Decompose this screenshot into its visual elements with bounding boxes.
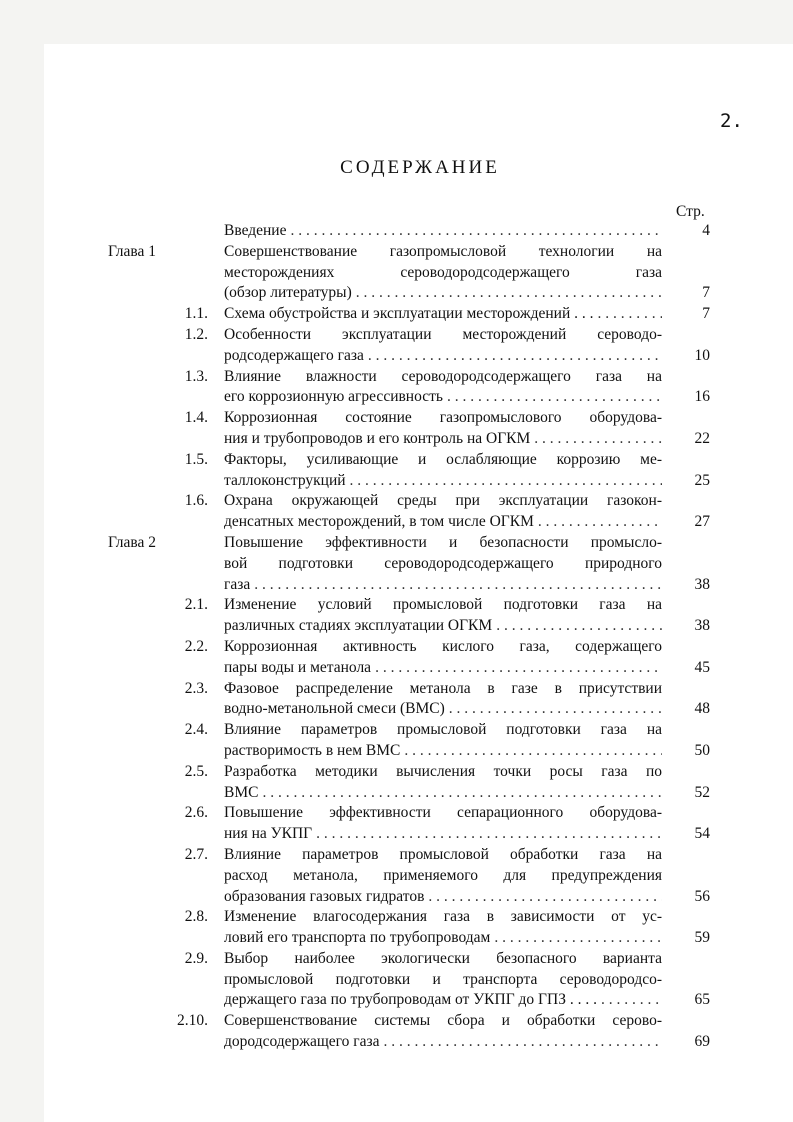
toc-section-number: 2.4. bbox=[184, 721, 208, 739]
dot-leader bbox=[598, 304, 663, 325]
dot-leader bbox=[350, 471, 662, 492]
toc-section-number: 2.6. bbox=[184, 804, 208, 822]
toc-entry bbox=[0, 803, 793, 845]
toc-entry-text bbox=[224, 491, 662, 533]
toc-entry bbox=[0, 762, 793, 804]
toc-line: Повышение эффективности и безопасности промысло- bbox=[224, 533, 662, 551]
toc-entry-text bbox=[224, 845, 662, 907]
toc-page-number: 48 bbox=[694, 700, 710, 718]
toc-entry-text bbox=[224, 595, 662, 637]
toc-line: Коррозионная активность кислого газа, содержащего bbox=[224, 637, 662, 655]
table-of-contents bbox=[0, 221, 793, 1053]
toc-entry bbox=[0, 1011, 793, 1053]
toc-section-number: 2.1. bbox=[184, 596, 208, 614]
toc-line: пары воды и метанола bbox=[224, 658, 372, 676]
toc-line: Повышение эффективности сепарационного оборудова- bbox=[224, 804, 662, 822]
toc-page-number: 7 bbox=[702, 284, 710, 302]
dot-leader bbox=[290, 221, 662, 242]
toc-entry bbox=[0, 304, 793, 325]
toc-line: Выбор наиболее экологически безопасного варианта bbox=[224, 949, 662, 967]
toc-section-number: 1.5. bbox=[184, 450, 208, 468]
toc-page-number: 25 bbox=[694, 471, 710, 489]
toc-page-number: 10 bbox=[694, 346, 710, 364]
toc-page-number: 56 bbox=[694, 887, 710, 905]
toc-page-number: 54 bbox=[694, 825, 710, 843]
page-number: 2. bbox=[720, 110, 743, 132]
toc-entry bbox=[0, 679, 793, 721]
page-column-header: Стр. bbox=[676, 203, 705, 220]
toc-entry-text bbox=[224, 367, 662, 409]
toc-entry-text bbox=[224, 533, 662, 595]
toc-section-number: 2.10. bbox=[177, 1012, 208, 1030]
dot-leader bbox=[356, 283, 662, 304]
toc-entry-text bbox=[224, 221, 662, 242]
dot-leader bbox=[449, 699, 662, 720]
toc-entry bbox=[0, 533, 793, 595]
toc-entry-text bbox=[224, 1011, 662, 1053]
toc-entry bbox=[0, 720, 793, 762]
toc-page-number: 4 bbox=[702, 222, 710, 239]
toc-entry bbox=[0, 637, 793, 679]
toc-page-number: 7 bbox=[702, 305, 710, 323]
toc-entry bbox=[0, 491, 793, 533]
toc-line: месторождениях сероводородсодержащего газа bbox=[224, 263, 662, 281]
dot-leader bbox=[368, 346, 662, 367]
toc-section-number: 1.2. bbox=[184, 325, 208, 343]
toc-entry bbox=[0, 325, 793, 367]
toc-line: водно-метанольной смеси (ВМС) bbox=[224, 700, 445, 718]
toc-line: Влияние влажности сероводородсодержащего газа на bbox=[224, 367, 662, 385]
toc-line: различных стадиях эксплуатации ОГКМ bbox=[224, 617, 493, 635]
toc-page-number: 65 bbox=[694, 991, 710, 1009]
toc-line: ния на УКПГ bbox=[224, 825, 313, 843]
toc-line: ния и трубопроводов и его контроль на ОГКМ bbox=[224, 429, 531, 447]
toc-chapter-label: Глава 1 bbox=[108, 242, 157, 260]
toc-page-number: 27 bbox=[694, 513, 710, 531]
toc-entry bbox=[0, 242, 793, 304]
toc-entry bbox=[0, 450, 793, 492]
toc-line: Коррозионная состояние газопромыслового оборудова- bbox=[224, 409, 662, 427]
toc-section-number: 2.9. bbox=[184, 949, 208, 967]
toc-line: дородсодержащего газа bbox=[224, 1033, 380, 1051]
toc-section-number: 2.8. bbox=[184, 908, 208, 926]
toc-entry-text bbox=[224, 408, 662, 450]
toc-entry bbox=[0, 907, 793, 949]
toc-line: Охрана окружающей среды при эксплуатации газокон- bbox=[224, 492, 662, 510]
toc-page-number: 38 bbox=[694, 575, 710, 593]
toc-line: Особенности эксплуатации месторождений сероводо- bbox=[224, 325, 662, 343]
toc-line: держащего газа по трубопроводам от УКПГ до ГПЗ . . . . bbox=[224, 991, 597, 1009]
toc-section-number: 1.6. bbox=[184, 492, 208, 510]
toc-entry-text bbox=[224, 907, 662, 949]
dot-leader bbox=[428, 887, 662, 908]
page-title: СОДЕРЖАНИЕ bbox=[340, 157, 500, 178]
dot-leader bbox=[375, 658, 662, 679]
toc-page-number: 22 bbox=[694, 429, 710, 447]
toc-section-number: 1.1. bbox=[184, 305, 208, 323]
toc-page-number: 50 bbox=[694, 741, 710, 759]
toc-line: Разработка методики вычисления точки росы газа по bbox=[224, 762, 662, 780]
toc-line: родсодержащего газа bbox=[224, 346, 364, 364]
dot-leader bbox=[496, 616, 662, 637]
dot-leader bbox=[316, 824, 662, 845]
toc-line: Введение bbox=[224, 222, 287, 239]
toc-entry-text bbox=[224, 803, 662, 845]
toc-entry-text bbox=[224, 242, 662, 304]
toc-entry bbox=[0, 949, 793, 1011]
toc-line: промысловой подготовки и транспорта сероводородсо- bbox=[224, 970, 662, 988]
toc-section-number: 2.7. bbox=[184, 845, 208, 863]
toc-entry-text bbox=[224, 304, 662, 325]
toc-line: Фазовое распределение метанола в газе в присутствии bbox=[224, 679, 662, 697]
toc-entry-text bbox=[224, 325, 662, 367]
toc-line: таллоконструкций bbox=[224, 471, 346, 489]
toc-line: его коррозионную агрессивность bbox=[224, 388, 443, 406]
dot-leader bbox=[404, 741, 662, 762]
toc-line: образования газовых гидратов bbox=[224, 887, 425, 905]
toc-line: вой подготовки сероводородсодержащего природного bbox=[224, 554, 662, 572]
toc-entry bbox=[0, 221, 793, 242]
toc-page-number: 52 bbox=[694, 783, 710, 801]
toc-page-number: 16 bbox=[694, 388, 710, 406]
toc-line: растворимость в нем ВМС bbox=[224, 741, 401, 759]
toc-section-number: 1.3. bbox=[184, 367, 208, 385]
dot-leader bbox=[384, 1032, 662, 1053]
toc-entry-text bbox=[224, 949, 662, 1011]
dot-leader bbox=[538, 512, 662, 533]
dot-leader bbox=[601, 990, 662, 1011]
toc-entry bbox=[0, 845, 793, 907]
toc-page-number: 45 bbox=[694, 658, 710, 676]
dot-leader bbox=[534, 429, 662, 450]
toc-line: Влияние параметров промысловой обработки газа на bbox=[224, 845, 662, 863]
toc-line: ловий его транспорта по трубопроводам bbox=[224, 929, 491, 947]
dot-leader bbox=[254, 575, 662, 596]
toc-line: (обзор литературы) bbox=[224, 284, 352, 302]
toc-line: газа bbox=[224, 575, 251, 593]
toc-entry bbox=[0, 367, 793, 409]
toc-line: Схема обустройства и эксплуатации месторождений . . . bbox=[224, 305, 594, 323]
toc-page-number: 38 bbox=[694, 617, 710, 635]
toc-section-number: 2.2. bbox=[184, 637, 208, 655]
toc-entry-text bbox=[224, 637, 662, 679]
dot-leader bbox=[262, 783, 662, 804]
toc-entry-text bbox=[224, 762, 662, 804]
toc-entry bbox=[0, 408, 793, 450]
toc-page-number: 59 bbox=[694, 929, 710, 947]
toc-line: ВМС bbox=[224, 783, 259, 801]
toc-section-number: 1.4. bbox=[184, 409, 208, 427]
toc-page-number: 69 bbox=[694, 1033, 710, 1051]
toc-section-number: 2.5. bbox=[184, 762, 208, 780]
toc-line: Совершенствование газопромысловой технологии на bbox=[224, 242, 662, 260]
toc-line: Факторы, усиливающие и ослабляющие коррозию ме- bbox=[224, 450, 662, 468]
toc-line: Влияние параметров промысловой подготовки газа на bbox=[224, 721, 662, 739]
dot-leader bbox=[494, 928, 662, 949]
toc-entry-text bbox=[224, 450, 662, 492]
toc-line: Совершенствование системы сбора и обработки серово- bbox=[224, 1012, 662, 1030]
toc-entry-text bbox=[224, 720, 662, 762]
toc-section-number: 2.3. bbox=[184, 679, 208, 697]
toc-entry-text bbox=[224, 679, 662, 721]
toc-line: Изменение условий промысловой подготовки газа на bbox=[224, 596, 662, 614]
toc-line: Изменение влагосодержания газа в зависимости от ус- bbox=[224, 908, 662, 926]
dot-leader bbox=[447, 387, 662, 408]
toc-entry bbox=[0, 595, 793, 637]
toc-line: расход метанола, применяемого для предупреждения bbox=[224, 866, 662, 884]
toc-line: денсатных месторождений, в том числе ОГКМ bbox=[224, 513, 534, 531]
toc-chapter-label: Глава 2 bbox=[108, 533, 157, 551]
